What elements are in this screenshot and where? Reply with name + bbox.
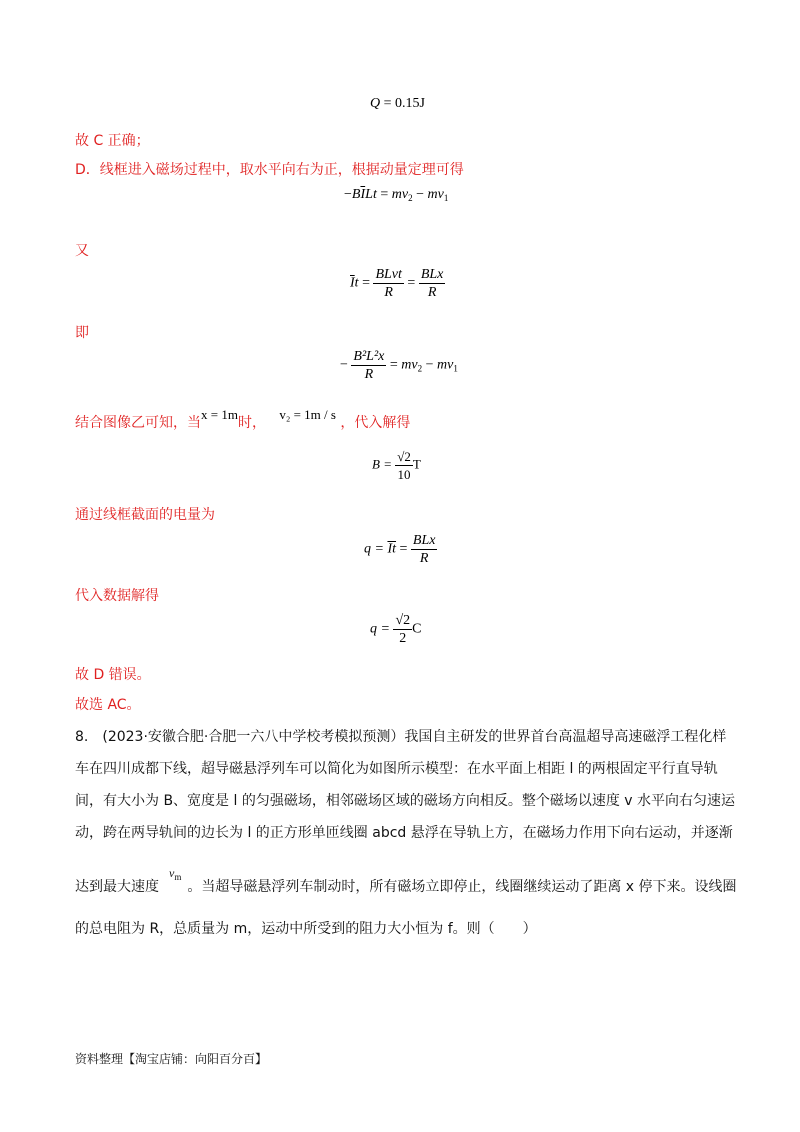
eq-v: v [401,187,409,202]
text-ji: 即 [75,325,89,341]
text-d-wrong: 故 D 错误。 [75,667,151,683]
equation-q-value: q = $\frac{√2}{2}$ C [370,613,422,646]
fraction: $\frac{\text{B²L²x}}{R}$ [353,349,385,382]
question-8-line: 车在四川成都下线，超导磁悬浮列车可以简化为如图所示模型：在水平面上相距 l 的两根固定平行直导轨 [75,761,718,777]
equation-combined: − $\frac{\text{B²L²x}}{R}$ = $mv_2 - mv_1$ [340,349,458,382]
inline-math-x: x = 1m [201,407,238,422]
equation-heat [370,96,425,112]
fraction: $\frac{\text{BLvt}}{R}$ [375,267,402,300]
eq-value: = 0.15J [380,96,425,111]
text-part: 时， [237,415,266,431]
text-part: 结合图像乙可知，当 [75,415,201,431]
eq-equals: = [376,187,392,202]
text-combine [75,407,411,432]
eq-I-bar: $\overline{I}$ [360,187,366,202]
eq-t: t [372,187,377,202]
question-8-line: 动，跨在两导轨间的边长为 l 的正方形单匝线圈 abcd 悬浮在导轨上方，在磁场力作用下向右运动，并逐渐 [75,825,733,841]
eq-L: L [365,187,373,202]
text-d-intro: D．线框进入磁场过程中，取水平向右为正，根据动量定理可得 [75,162,464,178]
page-footer: 资料整理【淘宝店铺：向阳百分百】 [75,1052,268,1066]
fraction: $\frac{\text{BLx}}{R}$ [420,267,444,300]
text-c-correct: 故 C 正确； [75,133,150,149]
eq-B: B [351,187,361,202]
equation-current-time: $\overline{I}t$ = $\frac{\text{BLvt}}{R}$ = $\frac{\text{BLx}}{R}$ [350,267,444,300]
eq-v: v [437,187,444,202]
inline-math-vm: $v_m$ [169,866,182,882]
question-8-line: 间，有大小为 B、宽度是 l 的匀强磁场，相邻磁场区域的磁场方向相反。整个磁场以速度 v 水平向右匀速运 [75,793,736,809]
eq-minus: − [412,187,428,202]
text-part: 达到最大速度 [75,879,159,895]
fraction: $\frac{\text{BLx}}{R}$ [412,533,436,566]
text-answer: 故选 AC。 [75,697,141,713]
question-8-line [75,866,737,896]
eq-minus: − [344,187,352,202]
text-you: 又 [75,243,89,259]
eq-m: m [427,187,438,202]
equation-momentum [344,187,448,203]
equation-B: B = $\frac{√2}{10}$ T [372,449,421,482]
text-substitute: 代入数据解得 [75,588,159,604]
inline-math-v: v₂ = 1m / s [279,407,336,422]
text-charge: 通过线框截面的电量为 [75,507,215,523]
fraction: $\frac{√2}{2}$ [395,613,411,646]
eq-symbol: Q [370,96,381,111]
text-part: ，代入解得 [340,415,411,431]
question-8-line: 8. (2023·安徽合肥·合肥一六八中学校考模拟预测）我国自主研发的世界首台高温超导高速磁浮工程化样 [75,729,727,745]
question-8-line: 的总电阻为 R，总质量为 m，运动中所受到的阻力大小恒为 f。则（ ） [75,921,537,937]
equation-q: $q = \overline{It}$ = $\frac{\text{BLx}}{R}$ [364,533,436,566]
fraction: $\frac{√2}{10}$ [397,449,411,482]
eq-m: m [391,187,402,202]
eq-sub: 1 [443,193,449,203]
eq-sub: 2 [408,193,413,203]
text-part: 。当超导磁悬浮列车制动时，所有磁场立即停止，线圈继续运动了距离 x 停下来。设线圈 [187,879,737,895]
